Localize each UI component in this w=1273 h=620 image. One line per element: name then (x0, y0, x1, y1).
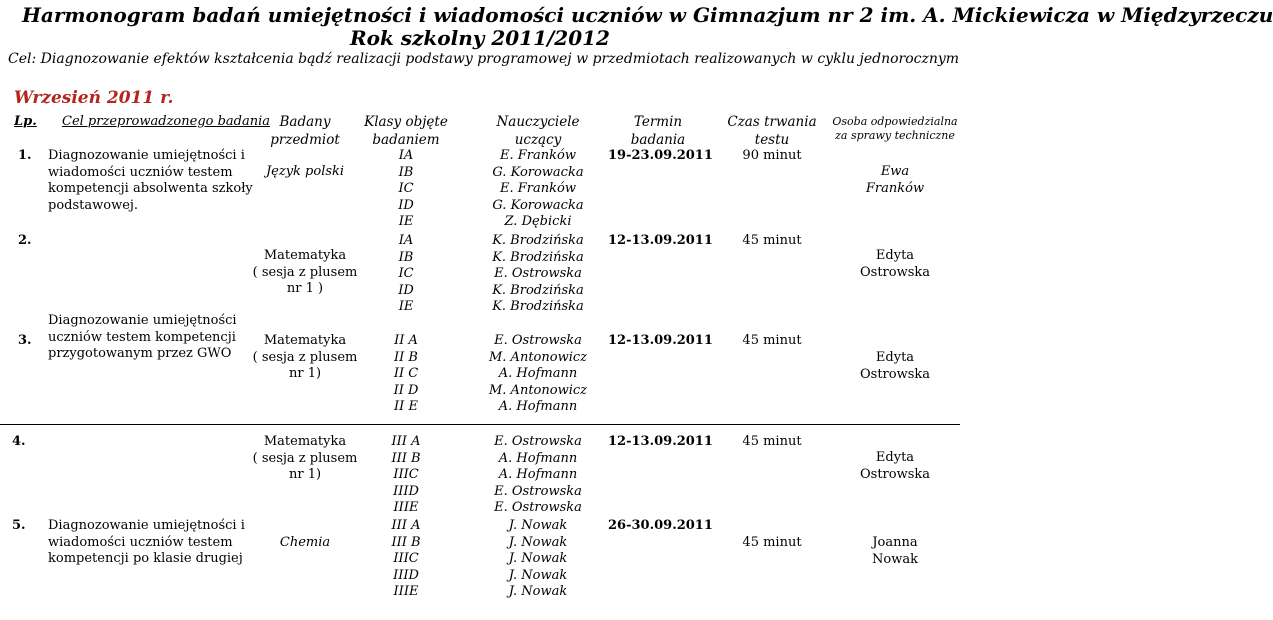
row3-duration: 45 minut (742, 333, 802, 348)
row5-lp: 5. (12, 518, 26, 533)
row4-responsible: Edyta Ostrowska (859, 450, 931, 482)
col-lp: Lp. (14, 114, 37, 129)
row4-subject: Matematyka ( sesja z plusem nr 1) (252, 434, 358, 482)
school-year: Rok szkolny 2011/2012 (350, 26, 610, 50)
row5-teachers: J. Nowak J. Nowak J. Nowak J. Nowak J. Nowak (508, 518, 568, 599)
row2-term: 12-13.09.2011 (608, 233, 713, 248)
row1-duration: 90 minut (742, 148, 802, 163)
row5-classes: III A III B IIIC IIID IIIE (391, 518, 421, 599)
row1-subject: Język polski (265, 164, 345, 179)
row5-responsible: Joanna Nowak (872, 535, 918, 567)
row3-classes: II A II B II C II D II E (393, 333, 419, 414)
row3-teachers: E. Ostrowska M. Antonowicz A. Hofmann M. Antonowicz A. Hofmann (488, 333, 587, 414)
row3-subject: Matematyka ( sesja z plusem nr 1) (252, 333, 358, 381)
goal-statement: Cel: Diagnozowanie efektów kształcenia bądź realizacji podstawy programowej w przedmiotach realizowanych w cyklu jednorocznym (8, 51, 960, 67)
row2-duration: 45 minut (742, 233, 802, 248)
section-divider (0, 424, 960, 425)
row4-teachers: E. Ostrowska A. Hofmann A. Hofmann E. Ostrowska E. Ostrowska (494, 434, 582, 515)
row4-term: 12-13.09.2011 (608, 434, 713, 449)
row1-lp: 1. (18, 148, 32, 163)
row1-term: 19-23.09.2011 (608, 148, 713, 163)
row2-subject: Matematyka ( sesja z plusem nr 1 ) (252, 248, 358, 296)
col-term: Termin badania (630, 114, 686, 148)
row2-lp: 2. (18, 233, 32, 248)
row1-classes: IA IB IC ID IE (398, 148, 414, 229)
month-label: Wrzesień 2011 r. (14, 88, 174, 108)
row1-teachers: E. Franków G. Korowacka E. Franków G. Korowacka Z. Dębicki (492, 148, 584, 229)
row4-duration: 45 minut (742, 434, 802, 449)
row3-lp: 3. (18, 333, 32, 348)
col-classes: Klasy objęte badaniem (364, 114, 448, 148)
row2-classes: IA IB IC ID IE (398, 233, 414, 314)
row2-teachers: K. Brodzińska K. Brodzińska E. Ostrowska K. Brodzińska K. Brodzińska (492, 233, 584, 314)
row3-goal: Diagnozowanie umiejętności uczniów testem kompetencji przygotowanym przez GWO (48, 313, 237, 361)
row5-term: 26-30.09.2011 (608, 518, 713, 533)
col-teachers: Nauczyciele uczący (496, 114, 580, 148)
row1-responsible: Ewa Franków (865, 164, 925, 196)
row2-responsible: Edyta Ostrowska (859, 248, 931, 280)
row4-lp: 4. (12, 434, 26, 449)
row5-goal: Diagnozowanie umiejętności i wiadomości uczniów testem kompetencji po klasie drugiej (48, 518, 245, 566)
col-goal: Cel przeprowadzonego badania (62, 114, 271, 129)
row3-term: 12-13.09.2011 (608, 333, 713, 348)
row3-responsible: Edyta Ostrowska (859, 350, 931, 382)
col-subject: Badany przedmiot (270, 114, 340, 148)
col-duration: Czas trwania testu (727, 114, 817, 148)
row5-duration: 45 minut (742, 535, 802, 550)
row1-goal: Diagnozowanie umiejętności i wiadomości uczniów testem kompetencji absolwenta szkoły podstawowej. (48, 148, 253, 213)
document-title: Harmonogram badań umiejętności i wiadomości uczniów w Gimnazjum nr 2 im. A. Mickiewicza w Międzyrzeczu (22, 3, 1273, 27)
col-responsible: Osoba odpowiedzialna za sprawy techniczne (832, 115, 958, 142)
row4-classes: III A III B IIIC IIID IIIE (391, 434, 421, 515)
row5-subject: Chemia (279, 535, 331, 550)
